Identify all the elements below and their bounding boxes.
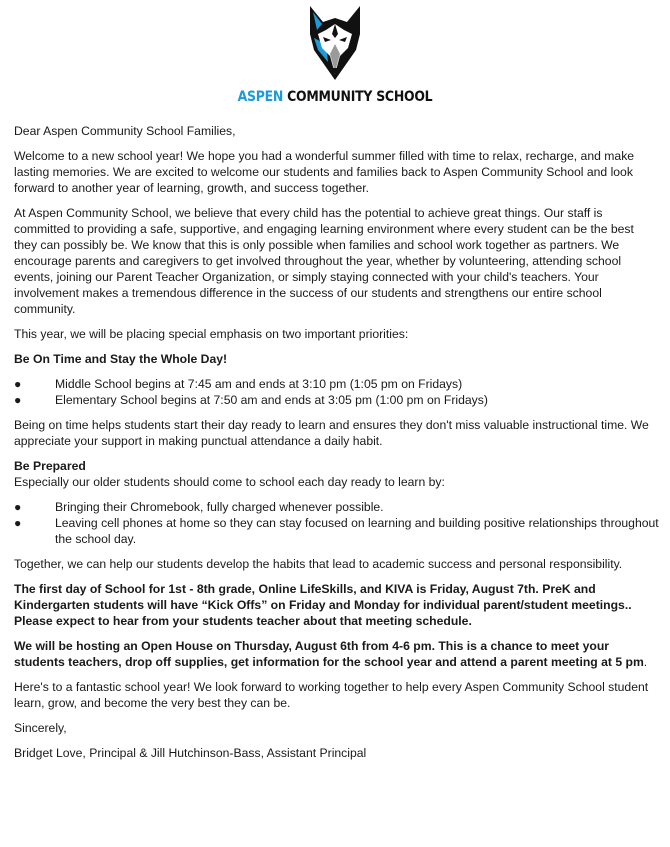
paragraph-open-house (14, 638, 660, 670)
list-item (14, 376, 660, 392)
paragraph-first-day: The first day of School for 1st - 8th grade, Online LifeSkills, and KIVA is Friday, August 7th. PreK and Kindergarten students will have “Kick Offs” on Friday and Monday for individual parent/student meetings.. Please expect to hear from your students teacher about that meeting schedule. (14, 582, 632, 628)
list-item (14, 499, 660, 515)
heading-on-time: Be On Time and Stay the Whole Day! (14, 352, 228, 366)
paragraph-together: Together, we can help our students develop the habits that lead to academic success and personal responsibility. (14, 557, 623, 571)
list-item (14, 392, 660, 408)
bullet-icon: ● (14, 500, 22, 514)
bullet-icon: ● (14, 377, 22, 391)
paragraph-punctuality: Being on time helps students start their day ready to learn and ensures they don't miss valuable instructional time. We appreciate your support in making punctual attendance a daily habit. (14, 418, 649, 448)
paragraph-welcome: Welcome to a new school year! We hope you had a wonderful summer filled with time to relax, recharge, and make lasting memories. We are excited to welcome our students and families back to Aspen Community School and look forward to another year of learning, growth, and success together. (14, 149, 635, 195)
heading-be-prepared: Be Prepared (14, 459, 86, 473)
school-logo (0, 4, 670, 82)
wolf-head-logo-icon (304, 4, 366, 82)
bullet-icon: ● (14, 516, 22, 530)
list-item-text: Elementary School begins at 7:50 am and ends at 3:05 pm (1:00 pm on Fridays) (55, 393, 488, 407)
greeting: Dear Aspen Community School Families, (14, 124, 236, 138)
bullet-icon: ● (14, 393, 22, 407)
list-item (14, 515, 660, 547)
list-item-text: Bringing their Chromebook, fully charged whenever possible. (55, 500, 384, 514)
open-house-text: We will be hosting an Open House on Thursday, August 6th from 4-6 pm. This is a chance to meet your students teachers, drop off supplies, get information for the school year and attend a parent meeting at 5 pm (14, 639, 644, 669)
paragraph-closing-wish: Here's to a fantastic school year! We look forward to working together to help every Aspen Community School student learn, grow, and become the very best they can be. (14, 680, 649, 710)
schedule-list (14, 376, 660, 408)
paragraph-belief: At Aspen Community School, we believe that every child has the potential to achieve great things. Our staff is committed to providing a safe, supportive, and engaging learning environment where every student can be the best they can possibly be. We know that this is only possible when families and school work together as partners. We encourage parents and caregivers to get involved throughout the year, whether by volunteering, attending school events, joining our Parent Teacher Organization, or simply staying connected with your child's teachers. Your involvement makes a tremendous difference in the success of our students and strengthens our entire school community. (14, 206, 634, 316)
school-name-aspen: ASPEN (237, 89, 284, 105)
paragraph-priorities: This year, we will be placing special emphasis on two important priorities: (14, 327, 409, 341)
open-house-period: . (643, 655, 648, 669)
letter-body (14, 123, 660, 770)
signature: Bridget Love, Principal & Jill Hutchinson-Bass, Assistant Principal (14, 746, 367, 760)
list-item-text: Middle School begins at 7:45 am and ends at 3:10 pm (1:05 pm on Fridays) (55, 377, 463, 391)
list-item-text: Leaving cell phones at home so they can stay focused on learning and building positive relationships throughout the school day. (55, 516, 659, 546)
school-name-rest: COMMUNITY SCHOOL (283, 89, 433, 105)
school-name-wordmark (47, 89, 623, 105)
paragraph-prepared-intro: Especially our older students should come to school each day ready to learn by: (14, 475, 445, 489)
closing: Sincerely, (14, 721, 67, 735)
prepared-list (14, 499, 660, 547)
